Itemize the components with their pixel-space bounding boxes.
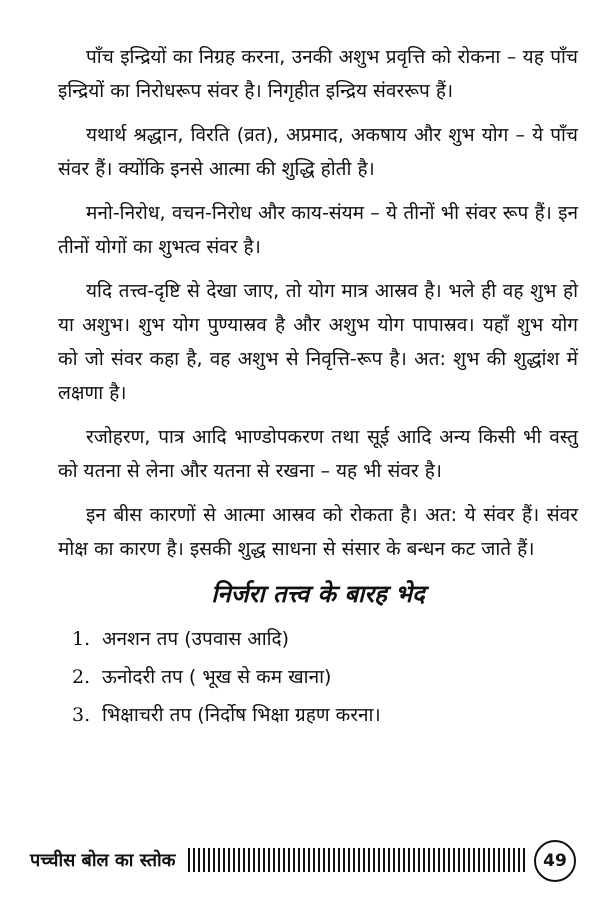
list-item-text: ऊनोदरी तप ( भूख से कम खाना): [102, 666, 332, 688]
footer-decorative-rule: [188, 848, 528, 872]
nirjara-list: [58, 620, 578, 734]
page-footer: [0, 836, 600, 886]
paragraph: यथार्थ श्रद्धान, विरति (व्रत), अप्रमाद, अकषाय और शुभ योग – ये पाँच संवर हैं। क्योंकि इनसे आत्मा की शुद्धि होती है।: [58, 124, 578, 180]
page-number: 49: [534, 840, 576, 882]
list-item-number: 2.: [72, 666, 91, 688]
paragraph: इन बीस कारणों से आत्मा आस्रव को रोकता है। अत: ये संवर हैं। संवर मोक्ष का कारण है। इसकी शुद्ध साधना से संसार के बन्धन कट जाते हैं।: [58, 504, 578, 560]
list-item-number: 1.: [72, 628, 91, 650]
list-item: [58, 696, 578, 734]
paragraph: रजोहरण, पात्र आदि भाण्डोपकरण तथा सूई आदि अन्य किसी भी वस्तु को यतना से लेना और यतना से रखना – यह भी संवर है।: [58, 426, 578, 482]
paragraph: यदि तत्त्व-दृष्टि से देखा जाए, तो योग मात्र आस्रव है। भले ही वह शुभ हो या अशुभ। शुभ योग पुण्यास्रव है और अशुभ योग पापास्रव। यहाँ शुभ योग को जो संवर कहा है, वह अशुभ से निवृत्ति-रूप है। अत: शुभ की शुद्धांश में लक्षणा है।: [58, 280, 578, 404]
paragraph: पाँच इन्द्रियों का निग्रह करना, उनकी अशुभ प्रवृत्ति को रोकना – यह पाँच इन्द्रियों का निरोधरूप संवर है। निगृहीत इन्द्रिय संवररूप हैं।: [58, 46, 578, 102]
list-item: [58, 620, 578, 658]
list-item-text: भिक्षाचरी तप (निर्दोष भिक्षा ग्रहण करना।: [102, 704, 381, 726]
paragraph: मनो-निरोध, वचन-निरोध और काय-संयम – ये तीनों भी संवर रूप हैं। इन तीनों योगों का शुभत्व संवर है।: [58, 202, 578, 258]
book-title: पच्चीस बोल का स्तोक: [30, 850, 176, 871]
body-text: [58, 40, 578, 734]
list-item: [58, 658, 578, 696]
section-heading: निर्जरा तत्त्व के बारह भेद: [211, 580, 425, 608]
list-item-number: 3.: [72, 704, 91, 726]
list-item-text: अनशन तप (उपवास आदि): [102, 628, 290, 650]
